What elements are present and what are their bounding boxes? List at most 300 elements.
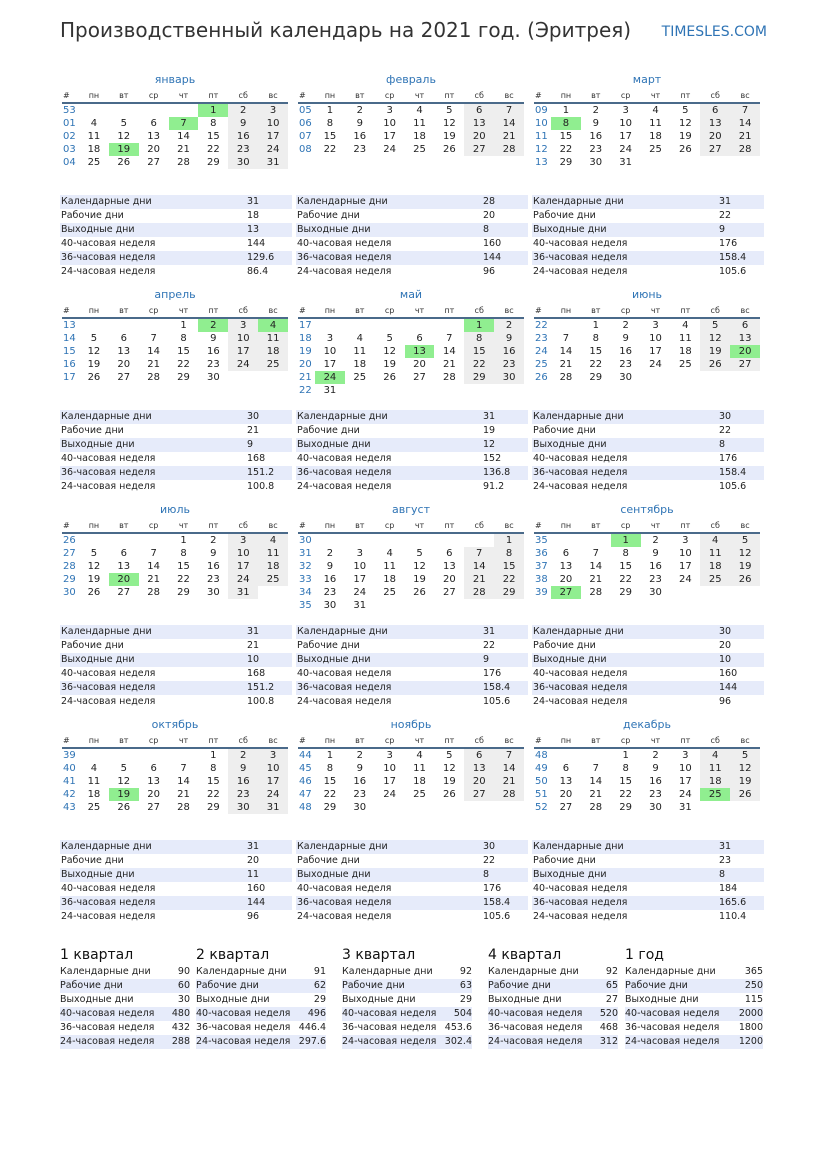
- day-cell[interactable]: 12: [443, 118, 456, 129]
- day-cell[interactable]: 22: [207, 144, 220, 155]
- day-cell[interactable]: 16: [207, 346, 220, 357]
- day-cell[interactable]: 16: [353, 776, 367, 787]
- day-cell[interactable]: 16: [649, 561, 662, 572]
- day-cell[interactable]: 29: [323, 802, 337, 813]
- day-cell[interactable]: 18: [700, 560, 730, 573]
- day-cell[interactable]: 14: [177, 776, 190, 787]
- day-cell[interactable]: 17: [228, 560, 258, 573]
- day-cell[interactable]: 9: [210, 548, 217, 559]
- day-cell[interactable]: 5: [416, 548, 423, 559]
- day-cell[interactable]: 25: [700, 573, 730, 586]
- day-cell[interactable]: 26: [383, 372, 397, 383]
- day-cell[interactable]: 20: [109, 573, 139, 586]
- day-cell[interactable]: 16: [494, 345, 524, 358]
- day-cell[interactable]: 25: [258, 358, 288, 371]
- day-cell[interactable]: 30: [353, 802, 367, 813]
- day-cell[interactable]: 8: [592, 333, 599, 344]
- day-cell[interactable]: 6: [150, 118, 157, 129]
- day-cell[interactable]: 15: [177, 561, 190, 572]
- day-cell[interactable]: 28: [177, 802, 190, 813]
- day-cell[interactable]: 28: [443, 372, 456, 383]
- day-cell[interactable]: 16: [228, 130, 258, 143]
- day-cell[interactable]: 26: [443, 789, 456, 800]
- day-cell[interactable]: 21: [730, 130, 760, 143]
- day-cell[interactable]: 14: [589, 776, 603, 787]
- day-cell[interactable]: 7: [150, 548, 157, 559]
- day-cell[interactable]: 1: [611, 534, 641, 547]
- day-cell[interactable]: 31: [619, 157, 633, 168]
- day-cell[interactable]: 2: [326, 548, 334, 559]
- day-cell[interactable]: 25: [87, 157, 101, 168]
- day-cell[interactable]: 28: [494, 143, 524, 156]
- day-cell[interactable]: 26: [117, 802, 131, 813]
- day-cell[interactable]: 8: [180, 333, 187, 344]
- day-cell[interactable]: 6: [446, 548, 453, 559]
- day-cell[interactable]: 6: [120, 548, 127, 559]
- day-cell[interactable]: 22: [619, 574, 633, 585]
- day-cell[interactable]: 12: [383, 346, 397, 357]
- day-cell[interactable]: 20: [464, 130, 494, 143]
- day-cell[interactable]: 28: [147, 372, 161, 383]
- day-cell[interactable]: 27: [730, 358, 760, 371]
- day-cell[interactable]: 25: [413, 789, 426, 800]
- day-cell[interactable]: 19: [700, 345, 730, 358]
- day-cell[interactable]: 21: [177, 144, 190, 155]
- day-cell[interactable]: 7: [562, 333, 570, 344]
- day-cell[interactable]: 4: [356, 333, 363, 344]
- day-cell[interactable]: 28: [177, 157, 190, 168]
- day-cell[interactable]: 21: [494, 775, 524, 788]
- day-cell[interactable]: 26: [679, 144, 692, 155]
- day-cell[interactable]: 2: [210, 535, 217, 546]
- day-cell[interactable]: 22: [619, 789, 633, 800]
- day-cell[interactable]: 17: [323, 359, 337, 370]
- day-cell[interactable]: 26: [117, 157, 131, 168]
- day-cell[interactable]: 6: [730, 319, 760, 332]
- day-cell[interactable]: 25: [649, 144, 662, 155]
- day-cell[interactable]: 17: [679, 776, 692, 787]
- day-cell[interactable]: 13: [117, 561, 131, 572]
- day-cell[interactable]: 23: [207, 359, 220, 370]
- day-cell[interactable]: 26: [730, 788, 760, 801]
- day-cell[interactable]: 14: [730, 117, 760, 130]
- day-cell[interactable]: 27: [700, 143, 730, 156]
- day-cell[interactable]: 23: [207, 574, 220, 585]
- day-cell[interactable]: 14: [147, 561, 161, 572]
- day-cell[interactable]: 17: [619, 131, 633, 142]
- day-cell[interactable]: 18: [700, 775, 730, 788]
- day-cell[interactable]: 19: [383, 359, 397, 370]
- day-cell[interactable]: 17: [383, 131, 397, 142]
- day-cell[interactable]: 28: [589, 802, 603, 813]
- day-cell[interactable]: 12: [87, 346, 101, 357]
- day-cell[interactable]: 2: [228, 749, 258, 762]
- day-cell[interactable]: 13: [443, 561, 456, 572]
- day-cell[interactable]: 18: [649, 131, 662, 142]
- day-cell[interactable]: 17: [258, 130, 288, 143]
- day-cell[interactable]: 4: [386, 548, 393, 559]
- day-cell[interactable]: 30: [649, 587, 662, 598]
- day-cell[interactable]: 14: [589, 561, 603, 572]
- day-cell[interactable]: 2: [228, 104, 258, 117]
- day-cell[interactable]: 18: [87, 789, 101, 800]
- day-cell[interactable]: 5: [730, 534, 760, 547]
- day-cell[interactable]: 7: [446, 333, 453, 344]
- day-cell[interactable]: 26: [413, 587, 426, 598]
- day-cell[interactable]: 1: [622, 750, 629, 761]
- day-cell[interactable]: 7: [592, 763, 599, 774]
- day-cell[interactable]: 29: [464, 371, 494, 384]
- day-cell[interactable]: 3: [228, 319, 258, 332]
- day-cell[interactable]: 10: [679, 763, 692, 774]
- day-cell[interactable]: 22: [559, 144, 573, 155]
- day-cell[interactable]: 11: [258, 547, 288, 560]
- day-cell[interactable]: 6: [562, 763, 570, 774]
- day-cell[interactable]: 17: [649, 346, 662, 357]
- day-cell[interactable]: 7: [180, 763, 187, 774]
- day-cell[interactable]: 19: [413, 574, 426, 585]
- day-cell[interactable]: 15: [207, 776, 220, 787]
- day-cell[interactable]: 8: [464, 332, 494, 345]
- day-cell[interactable]: 22: [177, 359, 190, 370]
- day-cell[interactable]: 6: [416, 333, 423, 344]
- day-cell[interactable]: 9: [210, 333, 217, 344]
- day-cell[interactable]: 17: [353, 574, 367, 585]
- day-cell[interactable]: 13: [730, 332, 760, 345]
- day-cell[interactable]: 21: [589, 789, 603, 800]
- day-cell[interactable]: 29: [207, 157, 220, 168]
- day-cell[interactable]: 3: [682, 535, 689, 546]
- day-cell[interactable]: 17: [258, 775, 288, 788]
- day-cell[interactable]: 2: [356, 750, 363, 761]
- day-cell[interactable]: 20: [413, 359, 426, 370]
- day-cell[interactable]: 9: [494, 332, 524, 345]
- day-cell[interactable]: 27: [147, 802, 161, 813]
- day-cell[interactable]: 8: [210, 763, 217, 774]
- day-cell[interactable]: 12: [117, 131, 131, 142]
- day-cell[interactable]: 4: [258, 534, 288, 547]
- day-cell[interactable]: 29: [177, 372, 190, 383]
- day-cell[interactable]: 19: [443, 776, 456, 787]
- day-cell[interactable]: 11: [700, 547, 730, 560]
- day-cell[interactable]: 7: [494, 749, 524, 762]
- day-cell[interactable]: 31: [228, 586, 258, 599]
- day-cell[interactable]: 18: [413, 776, 426, 787]
- day-cell[interactable]: 21: [589, 574, 603, 585]
- day-cell[interactable]: 4: [416, 105, 423, 116]
- day-cell[interactable]: 20: [464, 775, 494, 788]
- day-cell[interactable]: 15: [464, 345, 494, 358]
- day-cell[interactable]: 29: [619, 587, 633, 598]
- day-cell[interactable]: 10: [383, 763, 397, 774]
- day-cell[interactable]: 22: [323, 144, 337, 155]
- day-cell[interactable]: 27: [559, 802, 573, 813]
- day-cell[interactable]: 9: [228, 762, 258, 775]
- day-cell[interactable]: 25: [383, 587, 397, 598]
- day-cell[interactable]: 16: [207, 561, 220, 572]
- day-cell[interactable]: 20: [700, 130, 730, 143]
- day-cell[interactable]: 26: [87, 372, 101, 383]
- day-cell[interactable]: 14: [443, 346, 456, 357]
- day-cell[interactable]: 3: [228, 534, 258, 547]
- day-cell[interactable]: 3: [622, 105, 629, 116]
- day-cell[interactable]: 21: [177, 789, 190, 800]
- day-cell[interactable]: 19: [443, 131, 456, 142]
- day-cell[interactable]: 7: [592, 548, 599, 559]
- day-cell[interactable]: 10: [228, 547, 258, 560]
- day-cell[interactable]: 12: [700, 332, 730, 345]
- day-cell[interactable]: 3: [682, 750, 689, 761]
- day-cell[interactable]: 15: [207, 131, 220, 142]
- day-cell[interactable]: 26: [443, 144, 456, 155]
- day-cell[interactable]: 16: [649, 776, 662, 787]
- day-cell[interactable]: 2: [652, 535, 659, 546]
- day-cell[interactable]: 6: [120, 333, 127, 344]
- day-cell[interactable]: 10: [228, 332, 258, 345]
- day-cell[interactable]: 1: [180, 535, 187, 546]
- day-cell[interactable]: 30: [494, 371, 524, 384]
- day-cell[interactable]: 24: [679, 789, 692, 800]
- day-cell[interactable]: 22: [494, 573, 524, 586]
- day-cell[interactable]: 5: [90, 333, 98, 344]
- day-cell[interactable]: 22: [323, 789, 337, 800]
- day-cell[interactable]: 10: [383, 118, 397, 129]
- day-cell[interactable]: 31: [353, 600, 367, 611]
- day-cell[interactable]: 8: [180, 548, 187, 559]
- day-cell[interactable]: 25: [87, 802, 101, 813]
- day-cell[interactable]: 23: [228, 143, 258, 156]
- day-cell[interactable]: 15: [494, 560, 524, 573]
- day-cell[interactable]: 25: [413, 144, 426, 155]
- day-cell[interactable]: 22: [177, 574, 190, 585]
- day-cell[interactable]: 23: [619, 359, 633, 370]
- day-cell[interactable]: 5: [120, 118, 127, 129]
- day-cell[interactable]: 2: [494, 319, 524, 332]
- day-cell[interactable]: 27: [464, 788, 494, 801]
- day-cell[interactable]: 7: [150, 333, 157, 344]
- day-cell[interactable]: 19: [87, 574, 101, 585]
- day-cell[interactable]: 27: [551, 586, 581, 599]
- day-cell[interactable]: 20: [147, 789, 161, 800]
- day-cell[interactable]: 10: [679, 548, 692, 559]
- day-cell[interactable]: 18: [679, 346, 692, 357]
- day-cell[interactable]: 23: [323, 587, 337, 598]
- day-cell[interactable]: 3: [652, 320, 659, 331]
- day-cell[interactable]: 29: [494, 586, 524, 599]
- day-cell[interactable]: 5: [386, 333, 393, 344]
- day-cell[interactable]: 15: [323, 776, 337, 787]
- day-cell[interactable]: 2: [198, 319, 228, 332]
- day-cell[interactable]: 4: [652, 105, 659, 116]
- day-cell[interactable]: 9: [652, 763, 659, 774]
- day-cell[interactable]: 13: [464, 762, 494, 775]
- day-cell[interactable]: 10: [258, 117, 288, 130]
- day-cell[interactable]: 24: [383, 789, 397, 800]
- day-cell[interactable]: 19: [109, 143, 139, 156]
- day-cell[interactable]: 15: [589, 346, 603, 357]
- day-cell[interactable]: 28: [464, 586, 494, 599]
- day-cell[interactable]: 24: [619, 144, 633, 155]
- day-cell[interactable]: 8: [494, 547, 524, 560]
- day-cell[interactable]: 20: [730, 345, 760, 358]
- day-cell[interactable]: 28: [147, 587, 161, 598]
- day-cell[interactable]: 5: [446, 750, 453, 761]
- day-cell[interactable]: 7: [464, 547, 494, 560]
- day-cell[interactable]: 18: [413, 131, 426, 142]
- day-cell[interactable]: 24: [383, 144, 397, 155]
- day-cell[interactable]: 9: [356, 763, 363, 774]
- day-cell[interactable]: 13: [147, 131, 161, 142]
- day-cell[interactable]: 9: [228, 117, 258, 130]
- day-cell[interactable]: 18: [353, 359, 367, 370]
- day-cell[interactable]: 19: [87, 359, 101, 370]
- day-cell[interactable]: 8: [551, 117, 581, 130]
- day-cell[interactable]: 8: [326, 763, 334, 774]
- day-cell[interactable]: 18: [383, 574, 397, 585]
- day-cell[interactable]: 21: [147, 574, 161, 585]
- day-cell[interactable]: 19: [679, 131, 692, 142]
- day-cell[interactable]: 13: [405, 345, 435, 358]
- day-cell[interactable]: 1: [180, 320, 187, 331]
- day-cell[interactable]: 2: [622, 320, 629, 331]
- day-cell[interactable]: 29: [177, 587, 190, 598]
- day-cell[interactable]: 12: [679, 118, 692, 129]
- day-cell[interactable]: 5: [446, 105, 453, 116]
- day-cell[interactable]: 9: [356, 118, 363, 129]
- day-cell[interactable]: 15: [559, 131, 573, 142]
- day-cell[interactable]: 30: [207, 372, 220, 383]
- day-cell[interactable]: 13: [700, 117, 730, 130]
- day-cell[interactable]: 30: [649, 802, 662, 813]
- day-cell[interactable]: 11: [87, 776, 101, 787]
- day-cell[interactable]: 1: [326, 105, 334, 116]
- day-cell[interactable]: 19: [730, 775, 760, 788]
- day-cell[interactable]: 17: [679, 561, 692, 572]
- day-cell[interactable]: 26: [87, 587, 101, 598]
- day-cell[interactable]: 15: [619, 776, 633, 787]
- day-cell[interactable]: 30: [589, 157, 603, 168]
- day-cell[interactable]: 12: [730, 762, 760, 775]
- day-cell[interactable]: 10: [258, 762, 288, 775]
- day-cell[interactable]: 27: [117, 587, 131, 598]
- day-cell[interactable]: 5: [120, 763, 127, 774]
- day-cell[interactable]: 27: [413, 372, 426, 383]
- day-cell[interactable]: 29: [207, 802, 220, 813]
- day-cell[interactable]: 31: [258, 801, 288, 814]
- day-cell[interactable]: 1: [592, 320, 599, 331]
- day-cell[interactable]: 3: [386, 750, 393, 761]
- day-cell[interactable]: 14: [464, 560, 494, 573]
- day-cell[interactable]: 20: [559, 789, 573, 800]
- day-cell[interactable]: 18: [258, 560, 288, 573]
- day-cell[interactable]: 13: [559, 561, 573, 572]
- day-cell[interactable]: 23: [589, 144, 603, 155]
- day-cell[interactable]: 30: [228, 156, 258, 169]
- day-cell[interactable]: 11: [679, 333, 692, 344]
- day-cell[interactable]: 4: [416, 750, 423, 761]
- day-cell[interactable]: 4: [700, 749, 730, 762]
- day-cell[interactable]: 1: [198, 104, 228, 117]
- day-cell[interactable]: 1: [326, 750, 334, 761]
- day-cell[interactable]: 24: [315, 371, 345, 384]
- day-cell[interactable]: 28: [730, 143, 760, 156]
- day-cell[interactable]: 16: [323, 574, 337, 585]
- day-cell[interactable]: 12: [443, 763, 456, 774]
- day-cell[interactable]: 2: [592, 105, 599, 116]
- day-cell[interactable]: 27: [147, 157, 161, 168]
- day-cell[interactable]: 20: [443, 574, 456, 585]
- day-cell[interactable]: 1: [494, 534, 524, 547]
- day-cell[interactable]: 21: [443, 359, 456, 370]
- day-cell[interactable]: 23: [228, 788, 258, 801]
- day-cell[interactable]: 7: [494, 104, 524, 117]
- day-cell[interactable]: 5: [682, 105, 689, 116]
- day-cell[interactable]: 10: [353, 561, 367, 572]
- day-cell[interactable]: 21: [464, 573, 494, 586]
- day-cell[interactable]: 12: [413, 561, 426, 572]
- day-cell[interactable]: 20: [559, 574, 573, 585]
- day-cell[interactable]: 6: [464, 749, 494, 762]
- day-cell[interactable]: 15: [323, 131, 337, 142]
- day-cell[interactable]: 13: [117, 346, 131, 357]
- day-cell[interactable]: 14: [177, 131, 190, 142]
- day-cell[interactable]: 8: [326, 118, 334, 129]
- day-cell[interactable]: 3: [356, 548, 363, 559]
- day-cell[interactable]: 9: [622, 333, 629, 344]
- day-cell[interactable]: 11: [700, 762, 730, 775]
- day-cell[interactable]: 25: [700, 788, 730, 801]
- day-cell[interactable]: 28: [559, 372, 573, 383]
- day-cell[interactable]: 11: [649, 118, 662, 129]
- day-cell[interactable]: 3: [386, 105, 393, 116]
- day-cell[interactable]: 4: [90, 118, 98, 129]
- day-cell[interactable]: 26: [700, 358, 730, 371]
- day-cell[interactable]: 30: [323, 600, 337, 611]
- day-cell[interactable]: 22: [589, 359, 603, 370]
- day-cell[interactable]: 18: [87, 144, 101, 155]
- day-cell[interactable]: 11: [353, 346, 367, 357]
- day-cell[interactable]: 16: [353, 131, 367, 142]
- day-cell[interactable]: 23: [494, 358, 524, 371]
- day-cell[interactable]: 28: [494, 788, 524, 801]
- day-cell[interactable]: 30: [619, 372, 633, 383]
- day-cell[interactable]: 6: [700, 104, 730, 117]
- day-cell[interactable]: 3: [258, 104, 288, 117]
- day-cell[interactable]: 22: [207, 789, 220, 800]
- day-cell[interactable]: 5: [700, 319, 730, 332]
- day-cell[interactable]: 1: [464, 319, 494, 332]
- day-cell[interactable]: 11: [413, 118, 426, 129]
- day-cell[interactable]: 30: [228, 801, 258, 814]
- day-cell[interactable]: 17: [383, 776, 397, 787]
- day-cell[interactable]: 13: [147, 776, 161, 787]
- day-cell[interactable]: 3: [258, 749, 288, 762]
- day-cell[interactable]: 4: [682, 320, 689, 331]
- day-cell[interactable]: 6: [464, 104, 494, 117]
- day-cell[interactable]: 23: [353, 144, 367, 155]
- day-cell[interactable]: 29: [619, 802, 633, 813]
- day-cell[interactable]: 11: [413, 763, 426, 774]
- day-cell[interactable]: 11: [383, 561, 397, 572]
- day-cell[interactable]: 6: [150, 763, 157, 774]
- day-cell[interactable]: 20: [117, 359, 131, 370]
- day-cell[interactable]: 13: [464, 117, 494, 130]
- day-cell[interactable]: 7: [730, 104, 760, 117]
- day-cell[interactable]: 9: [652, 548, 659, 559]
- day-cell[interactable]: 21: [494, 130, 524, 143]
- day-cell[interactable]: 25: [258, 573, 288, 586]
- day-cell[interactable]: 8: [210, 118, 217, 129]
